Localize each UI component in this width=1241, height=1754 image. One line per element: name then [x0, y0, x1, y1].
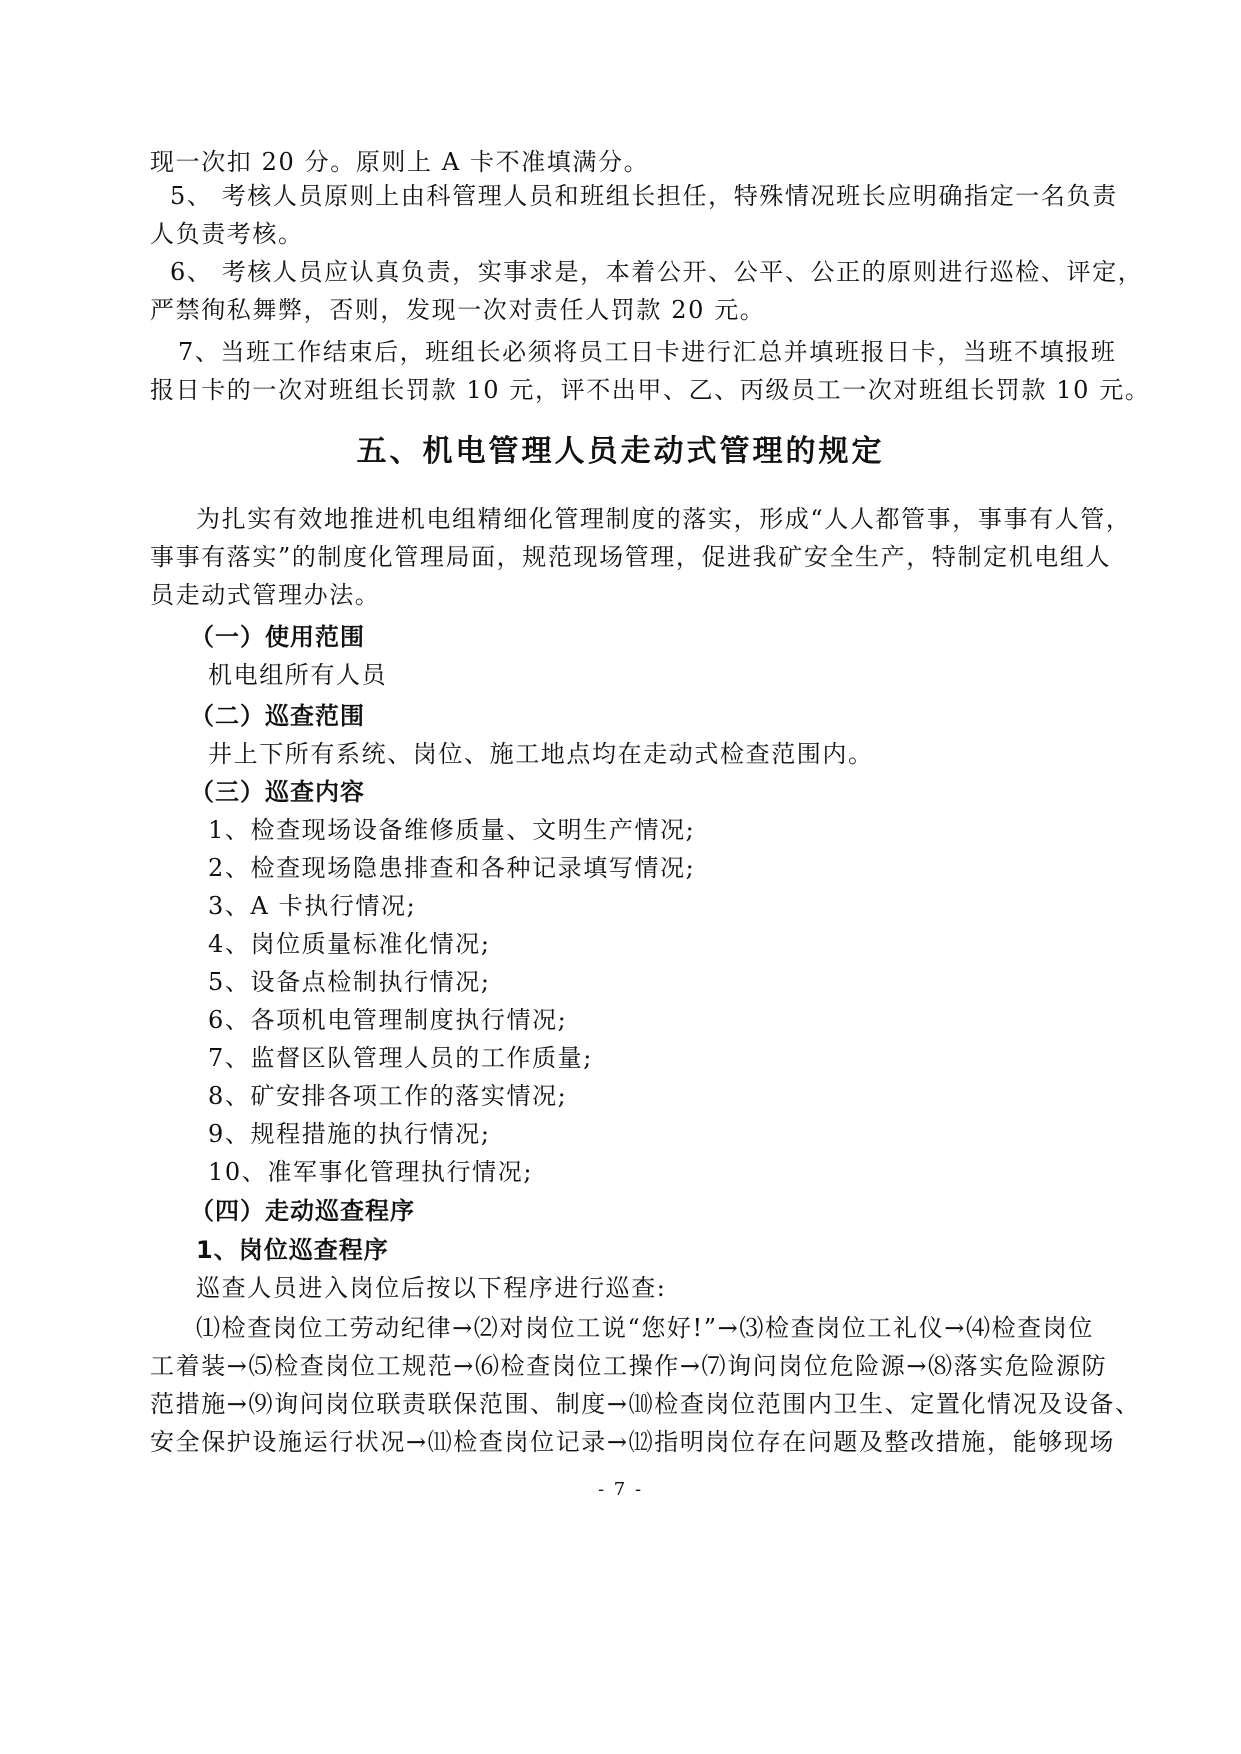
scope-text: 机电组所有人员: [208, 661, 388, 689]
content-item: 6、各项机电管理制度执行情况;: [208, 1006, 568, 1034]
scope-heading: （一）使用范围: [190, 623, 365, 651]
content-item: 10、准军事化管理执行情况;: [208, 1158, 534, 1186]
section-title: 五、机电管理人员走动式管理的规定: [356, 434, 885, 469]
intro-line: 为扎实有效地推进机电组精细化管理制度的落实，形成“人人都管事，事事有人管，: [196, 505, 1132, 533]
content-item: 8、矿安排各项工作的落实情况;: [208, 1082, 568, 1110]
intro-line: 事事有落实”的制度化管理局面，规范现场管理，促进我矿安全生产，特制定机电组人: [150, 543, 1112, 571]
continued-text-line: 人负责考核。: [150, 220, 304, 248]
content-heading: （三）巡查内容: [190, 778, 365, 806]
content-item: 4、岗位质量标准化情况;: [208, 930, 491, 958]
content-item: 7、监督区队管理人员的工作质量;: [208, 1044, 593, 1072]
continued-text-line: 6、 考核人员应认真负责，实事求是，本着公开、公平、公正的原则进行巡检、评定，: [170, 258, 1144, 286]
procedure-line: 范措施→⑼询问岗位联责联保范围、制度→⑽检查岗位范围内卫生、定置化情况及设备、: [150, 1390, 1141, 1418]
content-item: 1、检查现场设备维修质量、文明生产情况;: [208, 816, 696, 844]
content-item: 5、设备点检制执行情况;: [208, 968, 491, 996]
continued-text-line: 报日卡的一次对班组长罚款 10 元，评不出甲、乙、丙级员工一次对班组长罚款 10 元。: [150, 376, 1151, 404]
content-item: 2、检查现场隐患排查和各种记录填写情况;: [208, 854, 696, 882]
patrol-scope-text: 井上下所有系统、岗位、施工地点均在走动式检查范围内。: [208, 740, 874, 768]
content-item: 9、规程措施的执行情况;: [208, 1120, 491, 1148]
procedure-heading: （四）走动巡查程序: [190, 1197, 415, 1225]
page-number: - 7 -: [597, 1479, 644, 1500]
continued-text-line: 现一次扣 20 分。原则上 A 卡不准填满分。: [150, 148, 650, 176]
continued-text-line: 5、 考核人员原则上由科管理人员和班组长担任，特殊情况班长应明确指定一名负责: [170, 182, 1118, 210]
content-item: 3、A 卡执行情况;: [208, 892, 417, 920]
procedure-line: ⑴检查岗位工劳动纪律→⑵对岗位工说“您好!”→⑶检查岗位工礼仪→⑷检查岗位: [196, 1314, 1094, 1342]
procedure-line: 工着装→⑸检查岗位工规范→⑹检查岗位工操作→⑺询问岗位危险源→⑻落实危险源防: [150, 1352, 1108, 1380]
procedure-line: 安全保护设施运行状况→⑾检查岗位记录→⑿指明岗位存在问题及整改措施，能够现场: [150, 1428, 1116, 1456]
continued-text-line: 严禁徇私舞弊，否则，发现一次对责任人罚款 20 元。: [150, 296, 766, 324]
patrol-scope-heading: （二）巡查范围: [190, 702, 365, 730]
continued-text-line: 7、当班工作结束后，班组长必须将员工日卡进行汇总并填班报日卡，当班不填报班: [178, 338, 1117, 366]
procedure-sub-heading: 1、岗位巡查程序: [196, 1236, 389, 1264]
procedure-intro: 巡查人员进入岗位后按以下程序进行巡查:: [196, 1274, 667, 1302]
intro-line: 员走动式管理办法。: [150, 581, 381, 609]
